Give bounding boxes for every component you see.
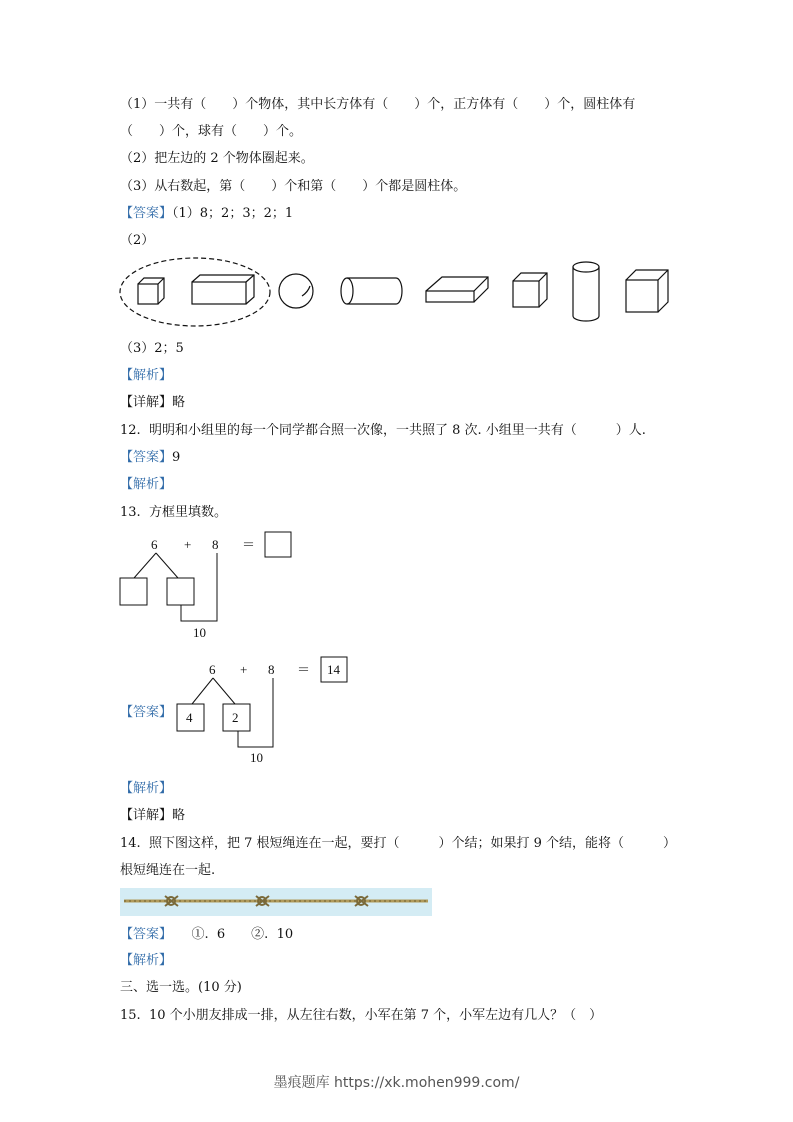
detail-text: 略: [172, 808, 186, 823]
result-value: 14: [327, 662, 340, 677]
small-cube-shape: [138, 278, 164, 304]
q11-detail: [120, 395, 185, 411]
q13-answer-figure: [175, 656, 365, 766]
q11-part3: （3）从右数起，第（ ）个和第（ ）个都是圆柱体。: [120, 179, 467, 194]
split-value-right: 2: [232, 710, 239, 725]
q12-answer: 9: [172, 450, 181, 465]
q11-part1-line2: （ ）个，球有（ ）个。: [120, 124, 303, 139]
q11-part2: （2）把左边的 2 个物体圈起来。: [120, 151, 314, 166]
addend-a: 6: [209, 662, 216, 677]
q14-analysis-tag: 【解析】: [120, 953, 173, 968]
addend-b: 8: [268, 662, 275, 677]
q14-line2: 根短绳连在一起.: [120, 863, 216, 878]
q13-answer-tag: 【答案】: [120, 705, 173, 720]
footer-watermark: 墨痕题库 https://xk.mohen999.com/: [273, 1075, 520, 1091]
q11-answer-line: [120, 206, 293, 222]
q14-answer-line: [120, 927, 293, 943]
answer-tag: 【答案】: [120, 927, 166, 942]
q11-answer-part2-label: （2）: [120, 233, 155, 248]
answer-tag: 【答案】: [120, 450, 173, 465]
rope-knots-image: [120, 888, 432, 916]
q13-analysis-tag: 【解析】: [120, 781, 173, 796]
q13-question: 13. 方框里填数。: [120, 505, 227, 520]
split-box-right: [167, 578, 194, 605]
addend-b: 8: [212, 537, 219, 552]
q11-analysis-tag: 【解析】: [120, 368, 173, 383]
detail-text: 略: [172, 395, 186, 410]
split-value-left: 4: [186, 710, 193, 725]
q11-answer-part1: （1）8；2；3；2；1: [172, 206, 294, 221]
result-box: [265, 532, 291, 557]
middle-cube-shape: [513, 273, 547, 307]
sphere-shape: [279, 274, 313, 308]
plus-sign: +: [184, 537, 192, 552]
q15-question: 15. 10 个小朋友排成一排，从左往右数，小军在第 7 个，小军左边有几人？（ ）: [120, 1008, 603, 1023]
q11-part1-line1: （1）一共有（ ）个物体，其中长方体有（ ）个，正方体有（ ）个，圆柱体有: [120, 97, 636, 112]
right-cube-shape: [626, 270, 668, 312]
detail-tag: 【详解】: [120, 808, 173, 823]
equals-sign: ＝: [297, 662, 311, 677]
q12-analysis-tag: 【解析】: [120, 477, 173, 492]
q13-decomposition-figure: [118, 530, 318, 640]
section3-heading: 三、选一选。(10 分): [120, 980, 242, 995]
vertical-cylinder-shape: [573, 262, 599, 321]
q14-answer: ①. 6 ②. 10: [165, 927, 294, 942]
horizontal-cylinder-shape: [341, 278, 402, 304]
equals-sign: ＝: [242, 537, 256, 552]
flat-cuboid-shape: [426, 277, 488, 302]
detail-tag: 【详解】: [120, 395, 173, 410]
plus-sign: +: [240, 662, 248, 677]
split-box-left: [120, 578, 147, 605]
q13-detail: [120, 808, 185, 824]
ten-label: 10: [250, 750, 263, 765]
q11-answer-part3: （3）2；5: [120, 341, 184, 356]
circle-around-left-two: [120, 258, 270, 326]
addend-a: 6: [151, 537, 158, 552]
answer-tag: 【答案】: [120, 206, 173, 221]
q14-line1: 14. 照下图这样，把 7 根短绳连在一起，要打（ ）个结；如果打 9 个结，能将（ ）: [120, 836, 677, 851]
long-cuboid-shape: [192, 275, 254, 304]
solid-shapes-figure: [118, 258, 678, 328]
q12-question: 12. 明明和小组里的每一个同学都合照一次像，一共照了 8 次. 小组里一共有（ ）人.: [120, 423, 646, 438]
ten-label: 10: [193, 625, 206, 640]
q12-answer-line: [120, 450, 180, 466]
